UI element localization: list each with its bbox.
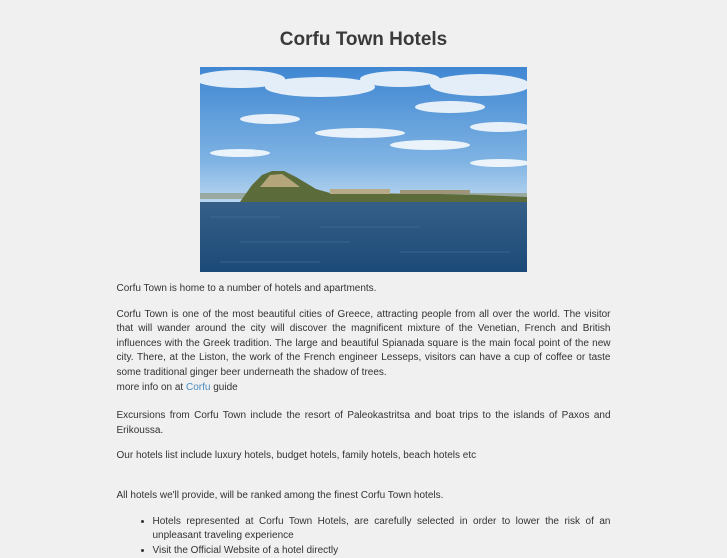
features-list (117, 515, 611, 558)
intro-paragraph: Corfu Town is home to a number of hotels and apartments. (116, 283, 377, 294)
more-info-line (117, 381, 611, 396)
hotel-types-paragraph: Our hotels list include luxury hotels, budget hotels, family hotels, beach hotels etc (116, 450, 477, 462)
page-title: Corfu Town Hotels (279, 29, 448, 50)
page-container (117, 0, 611, 558)
description-paragraph: Corfu Town is one of the most beautiful cities of Greece, attracting people from all over the world. The visitor that will wander around the city will discover the magnificent mixture of the Venetian, French and British influences with the Greek tradition. The large and beautiful Spianada square is the main focal point of the new city. There, at the Liston, the work of the French engineer Lesseps, visitors can have a cup of coffee or taste some traditional ginger beer underneath the shadow of trees. (116, 308, 611, 378)
main-content (117, 282, 611, 558)
hero-image (200, 67, 527, 272)
ranking-paragraph: All hotels we'll provide, will be ranked among the finest Corfu Town hotels. (116, 489, 444, 501)
more-info-suffix: guide (213, 381, 238, 393)
corfu-guide-link[interactable]: Corfu (186, 381, 211, 393)
list-item: • Visit the Official Website of a hotel directly (153, 544, 611, 558)
excursions-paragraph: Excursions from Corfu Town include the resort of Paleokastritsa and boat trips to the islands of Paxos and Erikoussa. (116, 410, 611, 436)
list-item: • Hotels represented at Corfu Town Hotels, are carefully selected in order to lower the risk of an unpleasant traveling experience (153, 515, 611, 544)
more-info-prefix: more info on at (116, 381, 184, 393)
